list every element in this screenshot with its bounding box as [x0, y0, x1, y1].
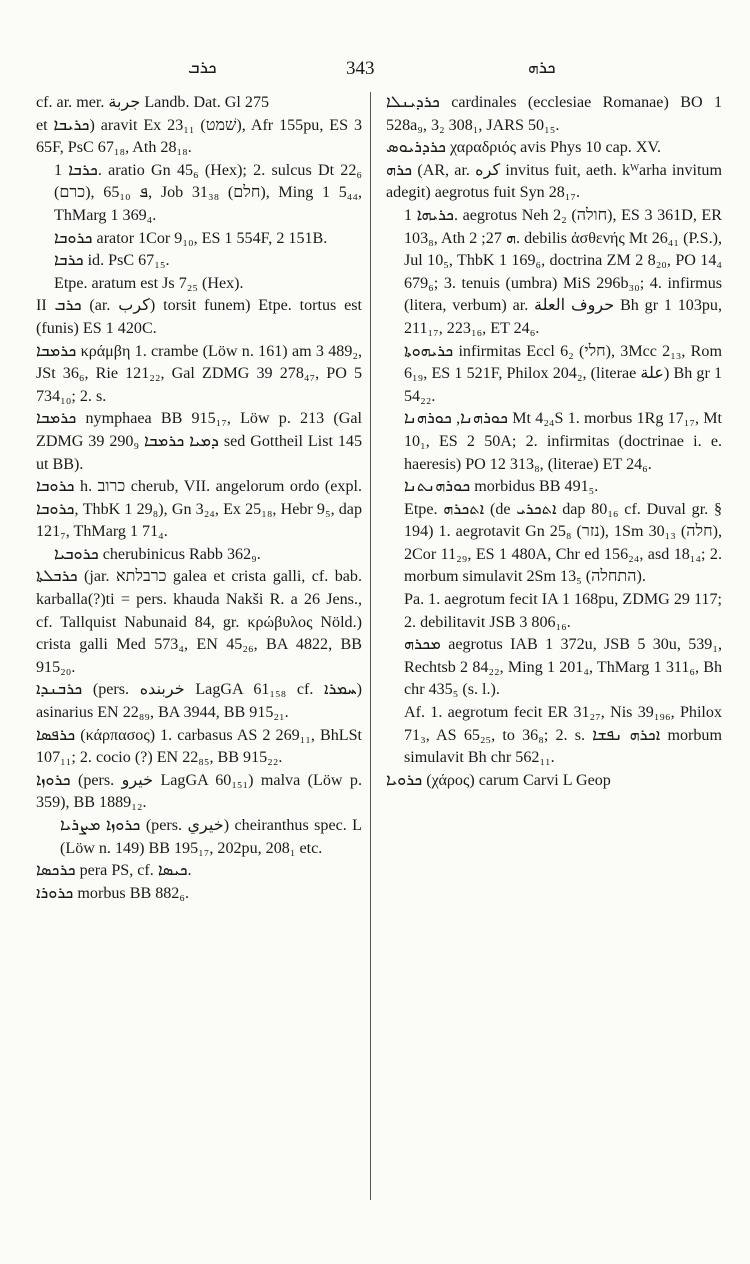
- dictionary-entry: ܟܪܝܗܘܬܐ infirmitas Eccl 6₂ (חלי), 3Mcc 2₁₃, Rom 6₁₉, ES 1 521F, Philox 204₂, (literae ﻋﻠﺔ) Bh gr 1 54₂₂.: [404, 342, 723, 405]
- dictionary-entry: et ܟܪܝܒܐ) aravit Ex 23₁₁ (שׁמט), Afr 155pu, ES 3 65F, PsC 67₁₈, Ath 28₁₈.: [36, 116, 363, 157]
- dictionary-entry: ܟܪܘܙܐ ܡܨܪܝܐ (pers. ﺧﻴﺮﻱ) cheiranthus spec. L (Löw n. 149) BB 195₁₇, 202pu, 208₁ etc.: [60, 817, 362, 857]
- dictionary-entry: ܟܪܡܒܐ κράμβη 1. crambe (Löw n. 161) am 3 489₂, JSt 36₆, Rie 121₂₂, Gal ZDMG 39 278₄₇, PO 5 734₁₀; 2. s.: [36, 342, 362, 405]
- dictionary-entry: ܟܪܘܙܐ (pers. ﺧﻴﺮﻭ LagGA 60₁₅₁) malva (Löw p. 359), BB 1889₁₂.: [36, 771, 362, 812]
- running-head-left: ܟܪܒ: [188, 58, 217, 78]
- dictionary-entry: ܟܪܘܒܐ h. כרוב cherub, VII. angelorum ordo (expl. ܟܪܘܒܐ, ThbK 1 29₈), Gn 3₂₄, Ex 25₁₈, Hebr 9₅, dap 121₇, ThMarg 1 71₄.: [36, 478, 362, 541]
- dictionary-entry: ܟܪܡܒܐ nymphaea BB 915₁₇, Löw p. 213 (Gal ZDMG 39 290₉ ܕܡܝܐ ܟܪܡܒܐ sed Gottheil List 145 ut BB).: [36, 410, 362, 473]
- page-number: 343: [346, 58, 375, 79]
- dictionary-entry: ܟܪܦܣܐ (κάρπασος) 1. carbasus AS 2 269₁₁, BhLSt 107₁₁; 2. cocio (?) EN 22₈₅, BB 915₂₂.: [36, 726, 362, 767]
- dictionary-entry: Etpe. aratum est Js 7₂₅ (Hex).: [54, 274, 244, 292]
- dictionary-entry: ܟܪܕܪܝܘܣ χαραδριός avis Phys 10 cap. XV.: [386, 139, 662, 157]
- dictionary-entry: ܟܪܘܝܐ (χάρος) carum Carvi L Geop: [386, 771, 611, 789]
- dictionary-entry: Pa. 1. aegrotum fecit IA 1 168pu, ZDMG 29 117; 2. debilitavit JSB 3 806₁₆.: [404, 591, 722, 631]
- dictionary-entry: ܟܘܪܗܢܬܢܐ morbidus BB 491₅.: [404, 478, 599, 496]
- dictionary-entry: ܟܪܝܗܐ 1. aegrotus Neh 2₂ (חולה), ES 3 361D, ER 103₈, Ath ܗ 27; 2. debilis ἀσθενής Mt 26₄₁ (P.S.), Jul 10₅, ThbK 1 169₆, doctrina ZM 2 8₂₀, PO 14₄ 679₆; 3. tenuis (umbra) MiS 296b₃₀; 4. infirmus (litera, verbum) ar. ﺣﺮﻭﻑ ﺍﻟﻌﻠﺔ Bh gr 1 103pu, 211₁₇, 223₁₆, ET 24₆.: [404, 206, 722, 337]
- running-header: [0, 58, 750, 88]
- dictionary-entry: ܟܪܘܒܝܐ cherubinicus Rabb 362₉.: [54, 545, 261, 563]
- dictionary-entry: ܟܪܒܐ 1. aratio Gn 45₆ (Hex); 2. sulcus Dt 22₆ (כרם), ܦ 65₁₀, Job 31₃₈ (חלם), Ming 1 5₄₄, ThMarg 1 369₄.: [54, 161, 363, 224]
- dictionary-entry: ܟܘܪܗܢܐ, ܟܘܪܗܢܐ Mt 4₂₄S 1. morbus 1Rg 17₁₇, Mt 10₁, ES 2 50A; 2. infirmitas (doctrinae i. e. haeresis) PO 12 313₈, (literae) ET 24₆.: [404, 410, 722, 473]
- dictionary-entry: ܟܪܘܒܐ arator 1Cor 9₁₀, ES 1 554F, 2 151B.: [54, 229, 328, 247]
- dictionary-entry: cf. ar. mer. ﺟﺮﺑﺔ Landb. Dat. Gl 275: [36, 94, 270, 111]
- dictionary-entry: ܟܪܕܝܢܠܐ cardinales (ecclesiae Romanae) BO 1 528a₉, 3₂ 308₁, JARS 50₁₅.: [386, 94, 722, 134]
- dictionary-entry: ܟܪܗ (AR, ar. ﻛﺮﻩ invitus fuit, aeth. kᵂarha invitum adegit) aegrotus fuit Syn 28₁₇.: [386, 161, 723, 202]
- left-column: [36, 92, 362, 905]
- running-head-right: ܟܪܗ: [528, 58, 556, 78]
- dictionary-entry: ܡܟܪܗ aegrotus IAB 1 372u, JSB 5 30u, 539₁, Rechtsb 2 84₂₂, Ming 1 201₄, ThMarg 1 311₆, Bh chr 435₅ (s. l.).: [404, 636, 722, 699]
- dictionary-entry: ܟܪܘܪܐ morbus BB 882₆.: [36, 884, 189, 902]
- dictionary-entry: II ܟܪܒ (ar. ﻛﺮﺏ) torsit funem) Etpe. tortus est (funis) ES 1 420C.: [36, 297, 362, 337]
- dictionary-entry: ܟܪܒܢܕܐ (pers. ﺧﺮﺑﻨﺪﻩ LagGA 61₁₅₈ cf. ܚܡܪܐ) asinarius EN 22₈₉, BA 3944, BB 915₂₁.: [36, 681, 362, 722]
- dictionary-entry: Etpe. ܐܬܟܪܗ (de ܐܬܟܪܝ dap 80₁₆ cf. Duval gr. § 194) 1. aegrotavit Gn 25₈ (נזר), 1Sm 30₁₃ (חלה), 2Cor 11₂₉, ES 1 480A, Chr ed 156₂₄, asd 18₁₄; 2. morbum simulavit 2Sm 13₅ (התחלה).: [404, 500, 722, 586]
- dictionary-entry: ܟܪܒܐ id. PsC 67₁₅.: [54, 252, 170, 270]
- right-column: [386, 92, 722, 792]
- column-divider: [370, 92, 371, 1200]
- dictionary-entry: ܟܪܒܠܬܐ (jar. כרבלתא galea et crista galli, cf. bab. karballa(?)ti = pers. khauda Nakši R. a 26 Jens., cf. Tallquist Nabunaid 84, gr. κρώβυλος Nöld.) crista galli Med 573₄, EN 45₂₆, BA 4822, BB 915₂₀.: [36, 568, 363, 676]
- dictionary-entry: Af. 1. aegrotum fecit ER 31₂₇, Nis 39₁₉₆, Philox 71₃, AS 65₂₅, to 36₈; 2. s. ܐܟܪܗ ܢܦܫܐ morbum simulavit Bh chr 562₁₁.: [404, 704, 722, 767]
- dictionary-entry: ܟܪܟܣܐ pera PS, cf. ܟܝܣܐ.: [36, 862, 192, 880]
